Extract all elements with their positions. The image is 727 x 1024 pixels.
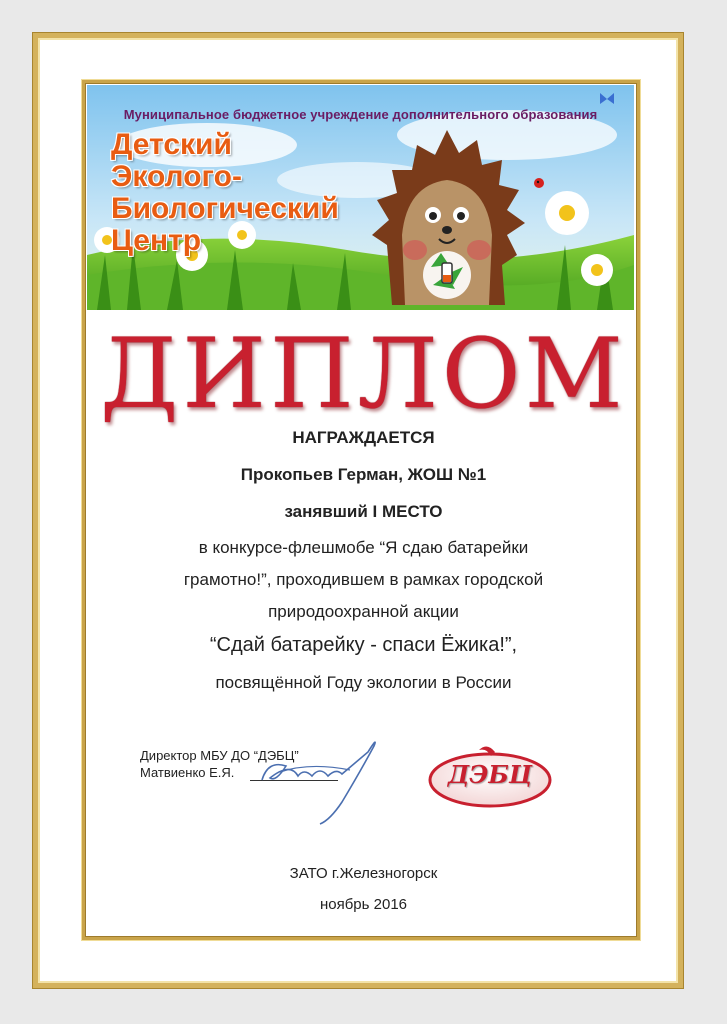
dedication-line: посвящённой Году экологии в России bbox=[215, 673, 512, 692]
contest-line: грамотно!”, проходившем в рамках городской bbox=[183, 570, 544, 589]
organization-name: Муниципальное бюджетное учреждение дополнительного образования bbox=[123, 107, 598, 122]
debc-logo-text: ДЭБЦ bbox=[447, 760, 533, 789]
header-banner bbox=[87, 85, 634, 310]
center-name-line: Биологический bbox=[111, 192, 339, 225]
director-name: Матвиенко Е.Я. bbox=[140, 765, 235, 780]
center-name-line: Эколого- bbox=[111, 160, 242, 193]
center-name-line: Центр bbox=[111, 224, 202, 257]
diploma-title: ДИПЛОМ bbox=[100, 318, 627, 430]
footer-city: ЗАТО г.Железногорск bbox=[289, 865, 438, 882]
place-line: занявший I МЕСТО bbox=[284, 502, 443, 521]
handwritten-signature bbox=[250, 732, 390, 827]
center-name-line: Детский bbox=[111, 128, 232, 161]
action-name: “Сдай батарейку - спаси Ёжика!”, bbox=[209, 634, 518, 656]
recipient-name: Прокопьев Герман, ЖОШ №1 bbox=[240, 465, 487, 484]
ladybug-icon bbox=[534, 178, 544, 188]
footer-date: ноябрь 2016 bbox=[319, 896, 408, 913]
contest-line: в конкурсе-флешмобе “Я сдаю батарейки bbox=[198, 538, 529, 557]
awarded-heading: НАГРАЖДАЕТСЯ bbox=[292, 428, 435, 447]
director-title: Директор МБУ ДО “ДЭБЦ” bbox=[140, 748, 299, 763]
center-name bbox=[111, 129, 411, 257]
contest-line: природоохранной акции bbox=[268, 602, 459, 621]
